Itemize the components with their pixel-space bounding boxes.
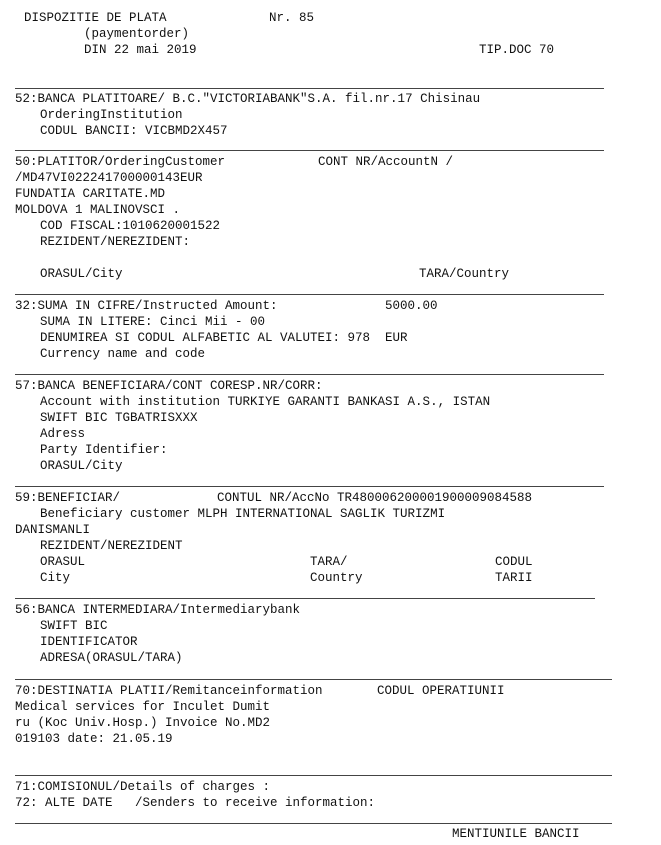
payer-bank-line: 52:BANCA PLATITOARE/ B.C."VICTORIABANK"S.A. fil.nr.17 Chisinau — [15, 92, 481, 106]
divider — [15, 486, 604, 487]
beneficiary-code-en: TARII — [495, 571, 533, 585]
operation-code-label: CODUL OPERATIUNII — [377, 684, 505, 698]
payer-resident: REZIDENT/NEREZIDENT: — [40, 235, 191, 249]
payer-address: MOLDOVA 1 MALINOVSCI . — [15, 203, 181, 217]
divider — [15, 679, 612, 680]
intermediary-identifier: IDENTIFICATOR — [40, 635, 138, 649]
divider — [15, 598, 595, 599]
purpose-line: 019103 date: 21.05.19 — [15, 732, 173, 746]
beneficiary-label: 59:BENEFICIAR/ — [15, 491, 121, 505]
beneficiary-country-label: TARA/ — [310, 555, 348, 569]
payer-bank-institution: OrderingInstitution — [40, 108, 183, 122]
beneficiary-bank-institution: Account with institution TURKIYE GARANTI BANKASI A.S., ISTAN — [40, 395, 491, 409]
amount-words: SUMA IN LITERE: Cinci Mii - 00 — [40, 315, 266, 329]
payer-fiscal-code: COD FISCAL:1010620001522 — [40, 219, 221, 233]
divider — [15, 823, 612, 824]
amount-label: 32:SUMA IN CIFRE/Instructed Amount: — [15, 299, 278, 313]
document-type: TIP.DOC 70 — [479, 43, 555, 57]
intermediary-swift: SWIFT BIC — [40, 619, 108, 633]
currency-line: DENUMIREA SI CODUL ALFABETIC AL VALUTEI: 978 EUR — [40, 331, 408, 345]
purpose-label: 70:DESTINATIA PLATII/Remitanceinformation — [15, 684, 323, 698]
bank-notes-label: MENTIUNILE BANCII — [452, 827, 580, 841]
beneficiary-country-en: Country — [310, 571, 363, 585]
payer-bank-code: CODUL BANCII: VICBMD2X457 — [40, 124, 228, 138]
beneficiary-bank-address: Adress — [40, 427, 86, 441]
beneficiary-bank-label: 57:BANCA BENEFICIARA/CONT CORESP.NR/CORR: — [15, 379, 323, 393]
beneficiary-customer-cont: DANISMANLI — [15, 523, 91, 537]
beneficiary-bank-city: ORASUL/City — [40, 459, 123, 473]
beneficiary-account: CONTUL NR/AccNo TR480006200001900009084588 — [217, 491, 533, 505]
beneficiary-customer: Beneficiary customer MLPH INTERNATIONAL SAGLIK TURIZMI — [40, 507, 446, 521]
divider — [15, 294, 604, 295]
payer-label: 50:PLATITOR/OrderingCustomer — [15, 155, 226, 169]
payer-account-label: CONT NR/AccountN / — [318, 155, 454, 169]
divider — [15, 150, 604, 151]
document-number: Nr. 85 — [269, 11, 315, 25]
document-title: DISPOZITIE DE PLATA — [24, 11, 167, 25]
purpose-line: Medical services for Inculet Dumit — [15, 700, 271, 714]
purpose-line: ru (Koc Univ.Hosp.) Invoice No.MD2 — [15, 716, 271, 730]
beneficiary-city-en: City — [40, 571, 71, 585]
amount-value: 5000.00 — [385, 299, 438, 313]
charges-details: 71:COMISIONUL/Details of charges : — [15, 780, 271, 794]
other-data: 72: ALTE DATE /Senders to receive information: — [15, 796, 376, 810]
divider — [15, 775, 612, 776]
beneficiary-resident: REZIDENT/NEREZIDENT — [40, 539, 183, 553]
beneficiary-city-label: ORASUL — [40, 555, 86, 569]
intermediary-bank-label: 56:BANCA INTERMEDIARA/Intermediarybank — [15, 603, 301, 617]
payer-name: FUNDATIA CARITATE.MD — [15, 187, 166, 201]
beneficiary-bank-swift: SWIFT BIC TGBATRISXXX — [40, 411, 198, 425]
document-date: DIN 22 mai 2019 — [84, 43, 197, 57]
document-subtitle: (paymentorder) — [84, 27, 190, 41]
beneficiary-bank-party-id: Party Identifier: — [40, 443, 168, 457]
payer-account: /MD47VI022241700000143EUR — [15, 171, 203, 185]
currency-name-en: Currency name and code — [40, 347, 206, 361]
divider — [15, 374, 604, 375]
payer-city: ORASUL/City — [40, 267, 123, 281]
beneficiary-code-label: CODUL — [495, 555, 533, 569]
intermediary-address: ADRESA(ORASUL/TARA) — [40, 651, 183, 665]
divider — [15, 88, 604, 89]
payer-country: TARA/Country — [419, 267, 510, 281]
